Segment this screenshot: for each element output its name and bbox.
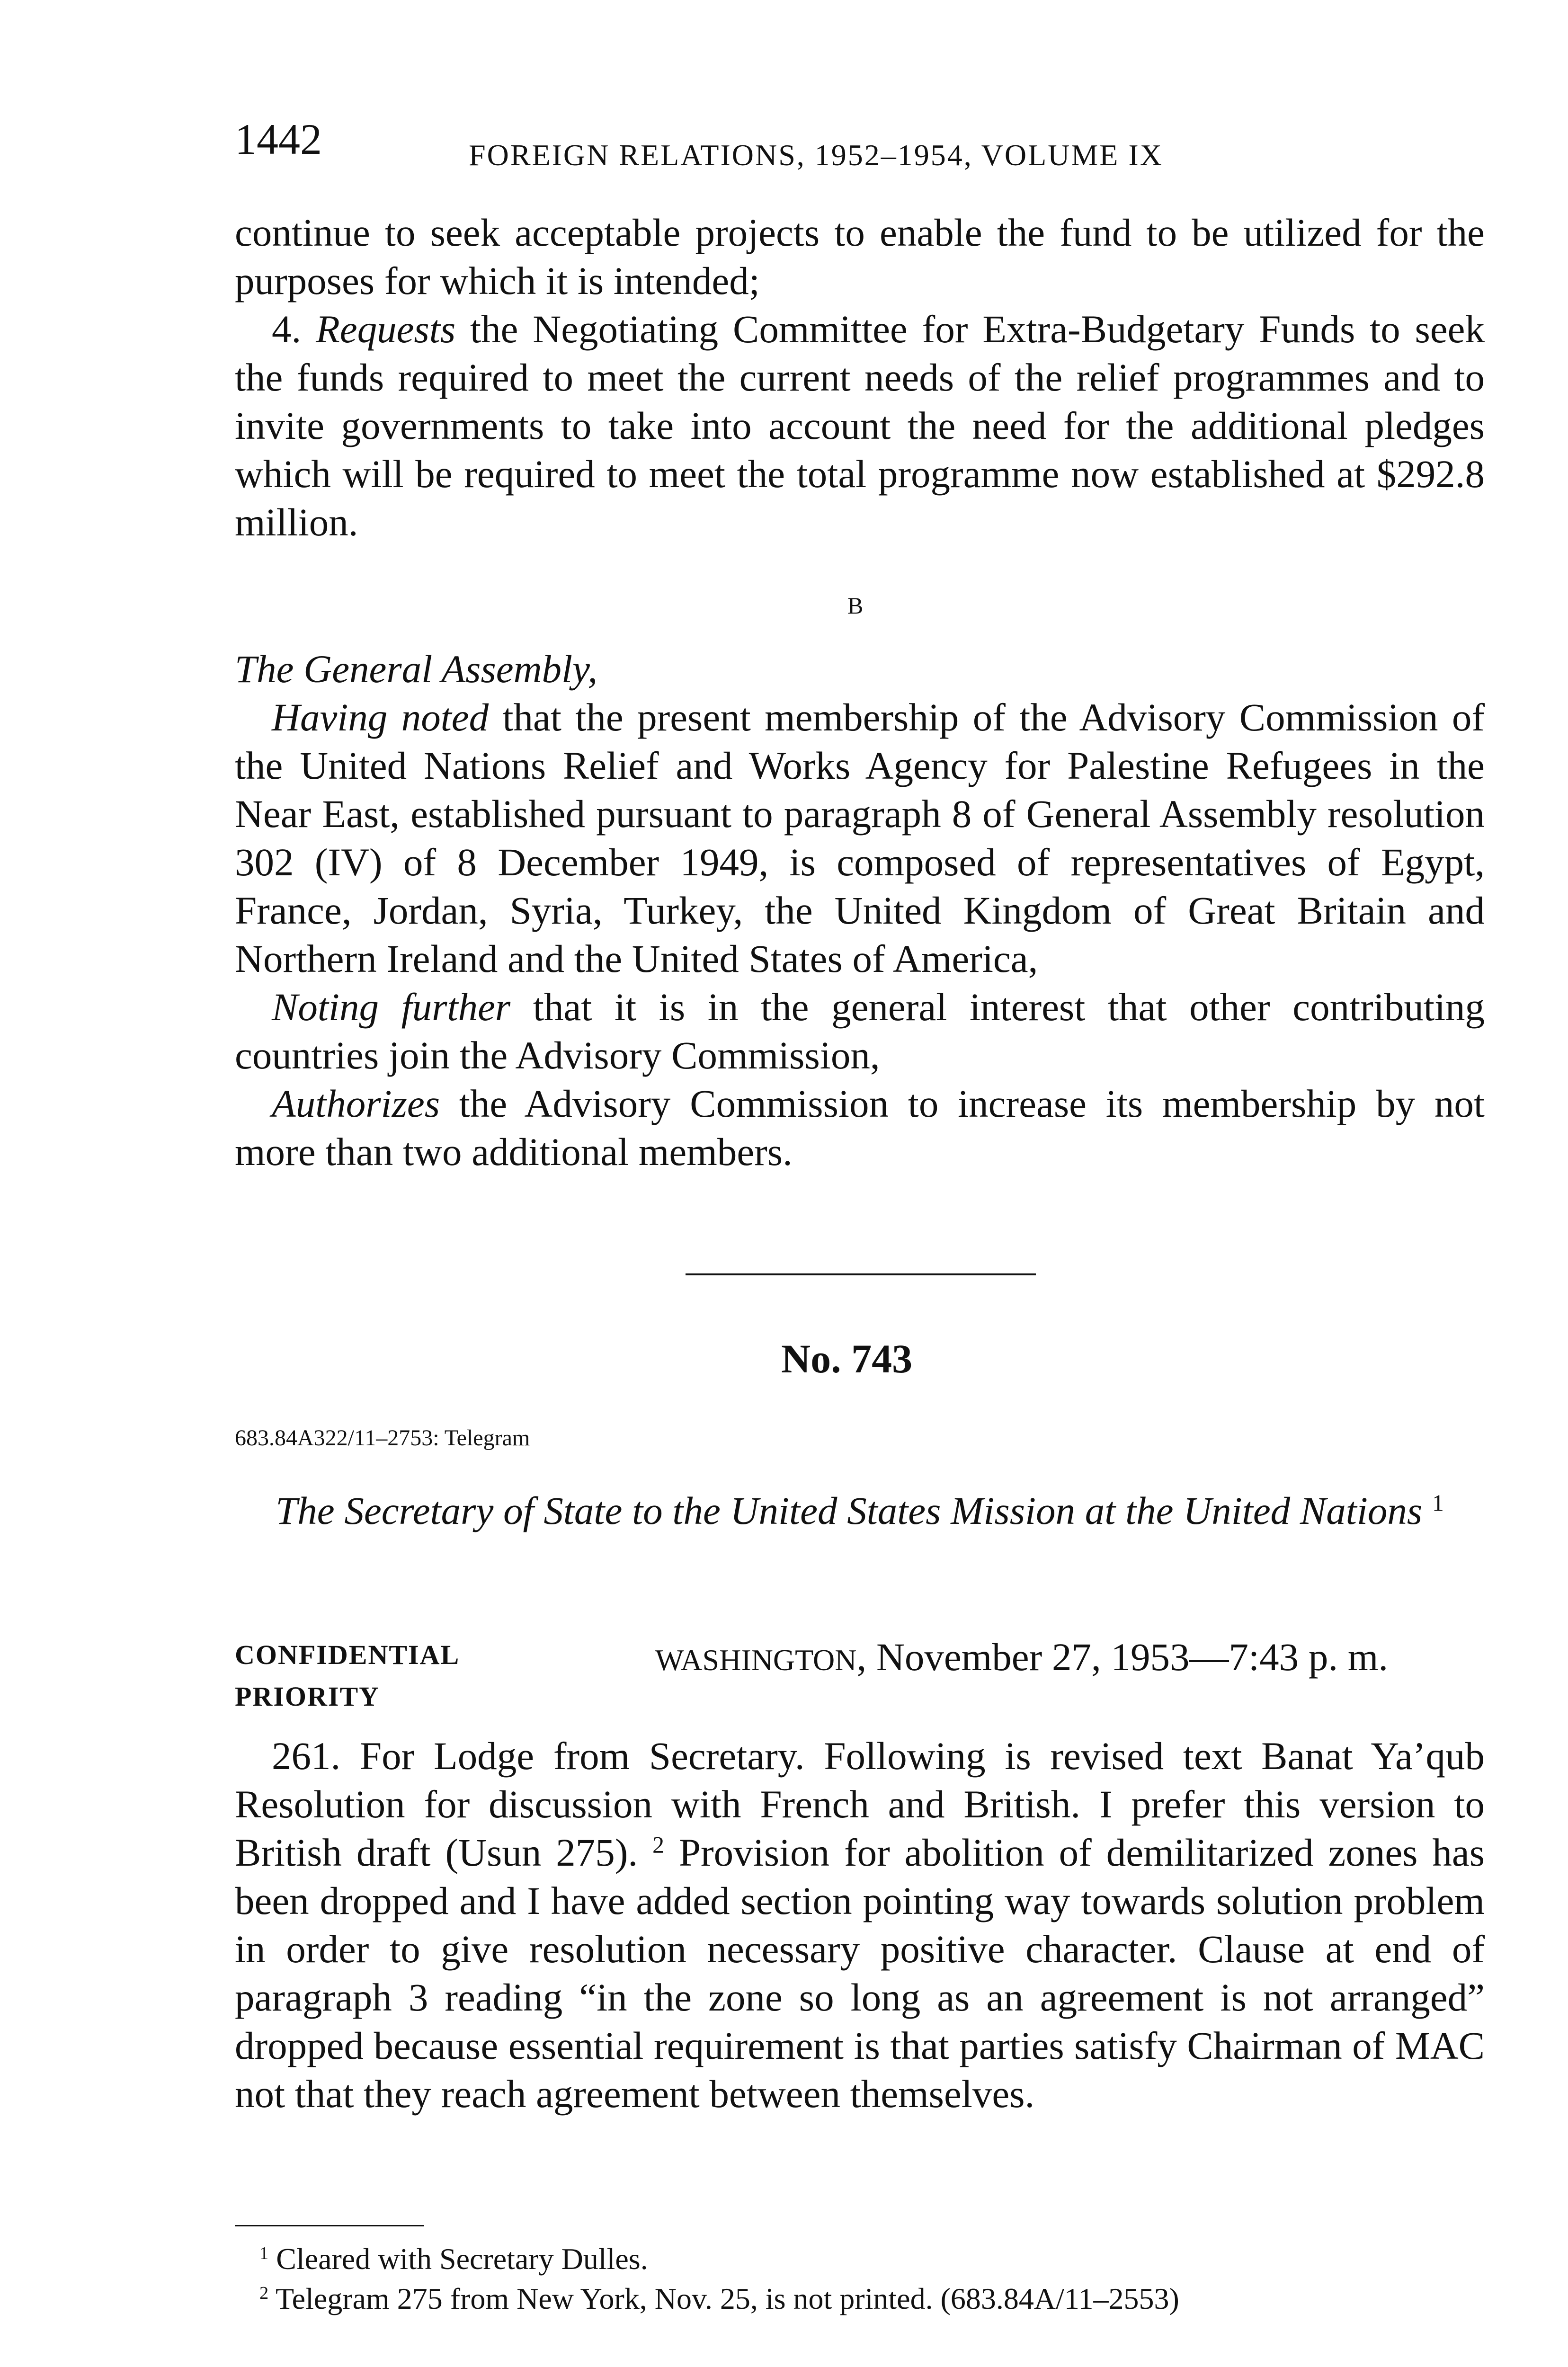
section-b-paragraph-3 bbox=[235, 1079, 1485, 1176]
footnote-ref-1: 1 bbox=[1432, 1490, 1444, 1516]
paragraph-2-verb: Noting further bbox=[272, 985, 511, 1029]
section-divider bbox=[686, 1273, 1036, 1275]
paragraph-4-verb: Requests bbox=[316, 307, 456, 351]
footnote-1 bbox=[259, 2239, 1486, 2279]
classification: CONFIDENTIAL bbox=[235, 1639, 460, 1670]
telegram-text-1: 261. For Lodge from Secretary. Following is revised text Banat Ya’qub Resolution for discussion with French and British. I prefer this version to British draft (Usun 275). bbox=[235, 1734, 1485, 1874]
telegram-text-2: Provision for abolition of demilitarized zones has been dropped and I have added section pointing way towards solution problem in order to give resolution necessary positive character. Clause at end of paragraph 3 reading “in the zone so long as an agreement is not arranged” dropped because essential requirement is that parties satisfy Chairman of MAC not that they reach agreement between themselves. bbox=[235, 1831, 1485, 2116]
document-number: No. 743 bbox=[781, 1336, 913, 1381]
dateline bbox=[655, 1634, 1388, 1680]
section-b bbox=[235, 645, 1485, 1176]
document-title bbox=[235, 1486, 1485, 1535]
telegram-body bbox=[235, 1732, 1485, 2118]
section-a-tail bbox=[235, 208, 1485, 546]
dateline-date: , November 27, 1953—7:43 p. m. bbox=[856, 1635, 1389, 1679]
file-reference: 683.84A322/11–2753: Telegram bbox=[235, 1425, 530, 1450]
page-number: 1442 bbox=[235, 115, 322, 163]
running-title: FOREIGN RELATIONS, 1952–1954, VOLUME IX bbox=[469, 138, 1163, 172]
paragraph-3-text: the Advisory Commission to increase its membership by not more than two additional members. bbox=[235, 1082, 1485, 1174]
paragraph-3-verb: Authorizes bbox=[272, 1082, 440, 1125]
dateline-place: WASHINGTON bbox=[655, 1643, 857, 1677]
paragraph-1-verb: Having noted bbox=[272, 695, 489, 739]
paragraph-4-number: 4. bbox=[272, 307, 316, 351]
footnote-2-text: Telegram 275 from New York, Nov. 25, is not printed. (683.84A/11–2553) bbox=[276, 2282, 1179, 2315]
section-b-opening bbox=[235, 645, 1485, 693]
footnote-divider bbox=[235, 2225, 424, 2226]
section-b-letter: B bbox=[847, 592, 864, 619]
opening-phrase: The General Assembly, bbox=[235, 647, 598, 691]
footnote-1-mark: 1 bbox=[259, 2243, 269, 2263]
section-b-paragraph-2 bbox=[235, 983, 1485, 1079]
footnote-1-text: Cleared with Secretary Dulles. bbox=[276, 2242, 648, 2276]
section-b-paragraph-1 bbox=[235, 693, 1485, 983]
paragraph-4-text: the Negotiating Committee for Extra-Budgetary Funds to seek the funds required to meet the current needs of the relief programmes and to invite governments to take into account the need for the additional pledges which will be required to meet the total programme now established at $292.8 million. bbox=[235, 307, 1485, 544]
paragraph-1-text: that the present membership of the Advisory Commission of the United Nations Relief and Works Agency for Palestine Refugees in the Near East, established pursuant to paragraph 8 of General Assembly resolution 302 (IV) of 8 December 1949, is composed of representatives of Egypt, France, Jordan, Syria, Turkey, the United Kingdom of Great Britain and Northern Ireland and the United States of America, bbox=[235, 695, 1485, 980]
telegram-paragraph bbox=[235, 1732, 1485, 2118]
footnote-2-mark: 2 bbox=[259, 2283, 269, 2303]
precedence: PRIORITY bbox=[235, 1681, 380, 1712]
paragraph-2-text: that it is in the general interest that other contributing countries join the Advisory Commission, bbox=[235, 985, 1485, 1077]
paragraph-3-continuation: continue to seek acceptable projects to enable the fund to be utilized for the purposes for which it is intended; bbox=[235, 211, 1485, 303]
document-title-text: The Secretary of State to the United States Mission at the United Nations bbox=[276, 1489, 1423, 1532]
paragraph-4 bbox=[235, 305, 1485, 546]
footnotes bbox=[259, 2239, 1486, 2319]
footnote-2 bbox=[259, 2279, 1486, 2319]
footnote-ref-2: 2 bbox=[652, 1832, 664, 1858]
